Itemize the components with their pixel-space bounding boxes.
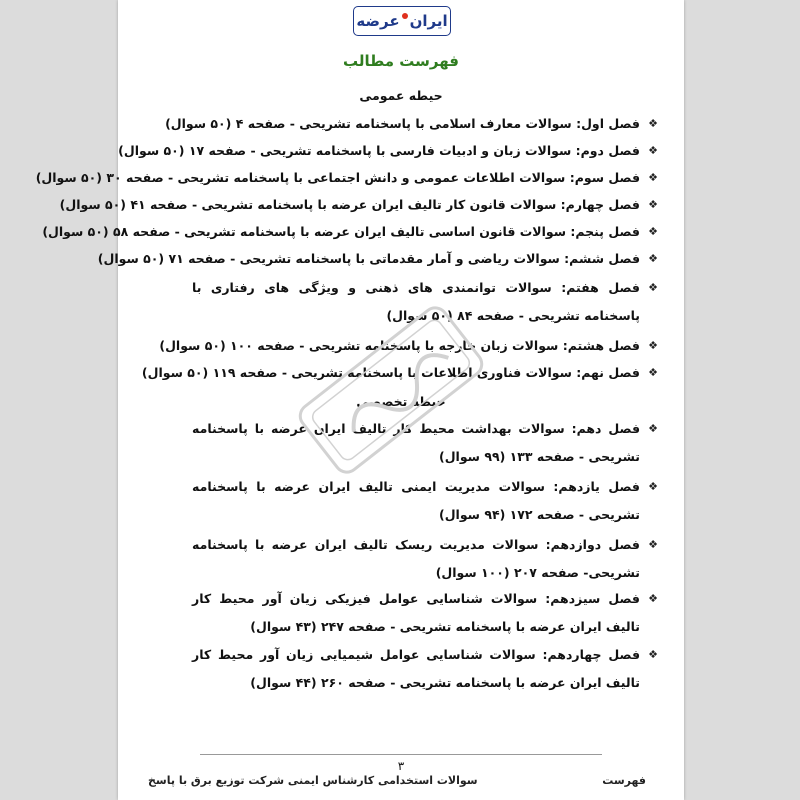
toc-entry: فصل اول: سوالات معارف اسلامی با پاسخنامه تشریحی - صفحه ۴ (۵۰ سوال): [165, 116, 640, 131]
toc-entry: فصل دوم: سوالات زبان و ادبیات فارسی با پاسخنامه تشریحی - صفحه ۱۷ (۵۰ سوال): [118, 143, 640, 158]
toc-entry: فصل یازدهم: سوالات مدیریت ایمنی تالیف ایران عرضه با پاسخنامه تشریحی - صفحه ۱۷۲ (۹۴ سوال): [192, 479, 640, 522]
page-title: فهرست مطالب: [343, 52, 459, 70]
brand-logo: ایران عرضه: [353, 6, 451, 36]
toc-entry: فصل ششم: سوالات ریاضی و آمار مقدماتی با پاسخنامه تشریحی - صفحه ۷۱ (۵۰ سوال): [97, 251, 640, 266]
toc-entry: فصل دوازدهم: سوالات مدیریت ریسک تالیف ایران عرضه با پاسخنامه تشریحی- صفحه ۲۰۷ (۱۰۰ سوال): [192, 537, 640, 580]
toc-entry: فصل سوم: سوالات اطلاعات عمومی و دانش اجتماعی با پاسخنامه تشریحی - صفحه ۳۰ (۵۰ سوال): [35, 170, 640, 185]
diamond-bullet-icon: ❖: [648, 252, 658, 265]
toc-entry: فصل هفتم: سوالات توانمندی های ذهنی و ویژگی های رفتاری با پاسخنامه تشریحی - صفحه ۸۴ (۵۰ سوال): [192, 280, 640, 323]
footer-section-label: فهرست: [602, 774, 646, 787]
diamond-bullet-icon: ❖: [648, 225, 658, 238]
diamond-bullet-icon: ❖: [648, 366, 658, 379]
toc-entry: فصل چهاردهم: سوالات شناسایی عوامل شیمیایی زیان آور محیط کار تالیف ایران عرضه با پاسخنامه تشریحی - صفحه ۲۶۰ (۴۴ سوال): [192, 647, 640, 690]
toc-entry: فصل پنجم: سوالات قانون اساسی تالیف ایران عرضه با پاسخنامه تشریحی - صفحه ۵۸ (۵۰ سوال): [42, 224, 640, 239]
toc-entry: فصل سیزدهم: سوالات شناسایی عوامل فیزیکی زیان آور محیط کار تالیف ایران عرضه با پاسخنامه تشریحی - صفحه ۲۴۷ (۴۳ سوال): [192, 591, 640, 634]
section-heading-specialized: حیطه تخصصی: [356, 394, 446, 409]
diamond-bullet-icon: ❖: [648, 422, 658, 435]
toc-entry: فصل هشتم: سوالات زبان خارجه با پاسخنامه تشریحی - صفحه ۱۰۰ (۵۰ سوال): [159, 338, 640, 353]
footer-divider: [200, 754, 602, 755]
diamond-bullet-icon: ❖: [648, 171, 658, 184]
diamond-bullet-icon: ❖: [648, 480, 658, 493]
diamond-bullet-icon: ❖: [648, 281, 658, 294]
diamond-bullet-icon: ❖: [648, 198, 658, 211]
diamond-bullet-icon: ❖: [648, 117, 658, 130]
document-page: [35, 0, 684, 800]
diamond-bullet-icon: ❖: [648, 339, 658, 352]
toc-entry: فصل نهم: سوالات فناوری اطلاعات با پاسخنامه تشریحی - صفحه ۱۱۹ (۵۰ سوال): [141, 365, 640, 380]
footer-document-title: سوالات استخدامی کارشناس ایمنی شرکت توزیع برق با پاسخ: [148, 774, 478, 787]
section-heading-general: حیطه عمومی: [359, 88, 443, 103]
diamond-bullet-icon: ❖: [648, 538, 658, 551]
page-number: ۳: [397, 759, 405, 773]
diamond-bullet-icon: ❖: [648, 648, 658, 661]
toc-entry: فصل دهم: سوالات بهداشت محیط کار تالیف ایران عرضه با پاسخنامه تشریحی - صفحه ۱۳۳ (۹۹ سوال): [192, 421, 640, 464]
toc-entry: فصل چهارم: سوالات قانون کار تالیف ایران عرضه با پاسخنامه تشریحی - صفحه ۴۱ (۵۰ سوال): [59, 197, 640, 212]
diamond-bullet-icon: ❖: [648, 144, 658, 157]
diamond-bullet-icon: ❖: [648, 592, 658, 605]
